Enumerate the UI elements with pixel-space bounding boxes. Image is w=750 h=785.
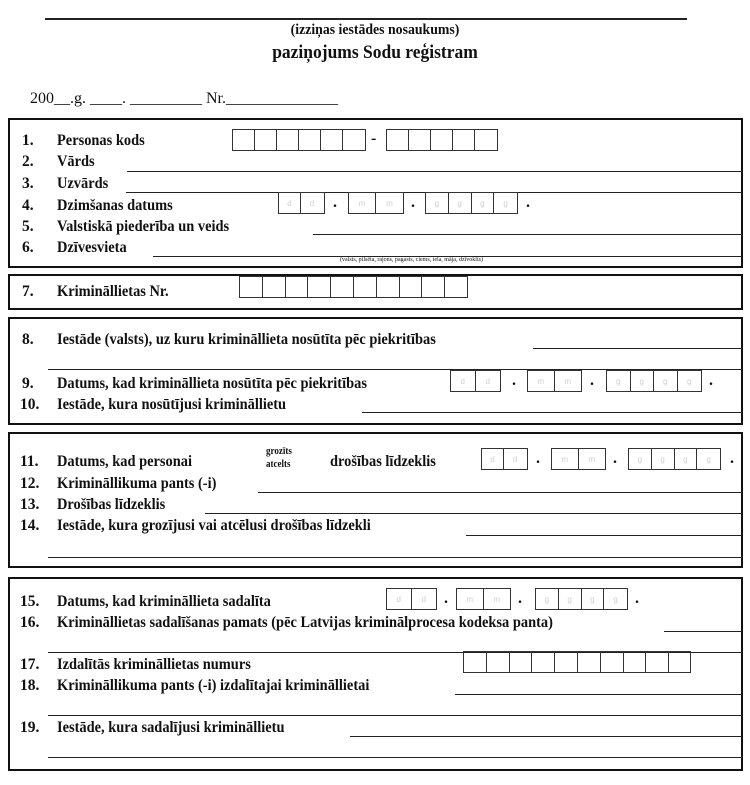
criminal-law-article-field[interactable] [258,492,742,493]
label-separated-case-article: Krimināllikuma pants (-i) izdalītajai krimināllietai [57,677,370,694]
split-day-field[interactable]: d d [386,588,437,610]
separated-case-article-field-line2[interactable] [48,715,742,716]
label-case-number: Krimināllietas Nr. [57,283,169,300]
date-separator: . [411,194,415,211]
date-separator: . [526,194,530,211]
birth-year-field[interactable]: g g g g [425,192,518,214]
date-separator: . [333,194,337,211]
date-separator: . [536,450,540,467]
date-separator: . [635,590,639,607]
label-criminal-law-article: Krimināllikuma pants (-i) [57,475,217,492]
date-separator: . [709,372,713,389]
item-number: 10. [20,396,40,413]
label-measure-date: Datums, kad personai [57,453,192,470]
measure-institution-field[interactable] [466,535,742,536]
date-separator: . [512,372,516,389]
security-measure-field[interactable] [205,513,742,514]
personal-code-part1[interactable] [232,129,366,151]
sending-institution-field[interactable] [362,412,742,413]
label-personal-code: Personas kods [57,132,145,149]
birth-month-field[interactable]: m m [348,192,404,214]
label-citizenship: Valstiskā piederība un veids [57,218,230,235]
item-number: 12. [20,475,40,492]
date-separator: . [730,450,734,467]
option-cancelled[interactable]: atcelts [266,459,291,470]
split-basis-field[interactable] [664,631,742,632]
separated-case-article-field[interactable] [455,694,742,695]
citizenship-field[interactable] [313,234,742,235]
label-birth-date: Dzimšanas datums [57,197,173,214]
split-month-field[interactable]: m m [456,588,511,610]
birth-day-field[interactable]: d d [278,192,325,214]
item-number: 7. [22,283,34,300]
case-number-field[interactable] [239,276,468,298]
transfer-day-field[interactable]: d d [450,370,501,392]
item-number: 15. [20,593,40,610]
page-title: paziņojums Sodu reģistram [272,42,478,63]
institution-caption: (izziņas iestādes nosaukums) [290,22,460,38]
transfer-month-field[interactable]: m m [527,370,582,392]
item-number: 8. [22,331,34,348]
item-number: 18. [20,677,40,694]
receiving-institution-field[interactable] [533,348,742,349]
date-separator: . [590,372,594,389]
date-separator: . [444,590,448,607]
label-separated-case-number: Izdalītās krimināllietas numurs [57,656,251,673]
date-number-line[interactable]: 200__.g. ____. _________ Nr.______________ [30,90,338,107]
label-split-date: Datums, kad krimināllieta sadalīta [57,593,271,610]
split-year-field[interactable]: g g g g [535,588,628,610]
item-number: 11. [20,453,39,470]
transfer-year-field[interactable]: g g g g [606,370,702,392]
measure-month-field[interactable]: m m [551,448,606,470]
item-number: 19. [20,719,40,736]
personal-code-part2[interactable] [386,129,498,151]
item-number: 3. [22,175,34,192]
residence-hint: (valsts, pilsēta, rajons, pagasts, ciems, iela, māja, dzīvoklis) [340,257,483,263]
label-receiving-institution: Iestāde (valsts), uz kuru krimināllieta nosūtīta pēc piekritības [57,331,436,348]
label-first-name: Vārds [57,153,95,170]
date-separator: . [613,450,617,467]
label-security-measure: Drošības līdzeklis [57,496,166,513]
item-number: 6. [22,239,34,256]
date-separator: . [518,590,522,607]
split-institution-field-line2[interactable] [48,757,742,758]
label-sending-institution: Iestāde, kura nosūtījusi krimināllietu [57,396,287,413]
separated-case-number-field[interactable] [463,651,691,673]
item-number: 9. [22,375,34,392]
measure-year-field[interactable]: g g g g [628,448,721,470]
measure-day-field[interactable]: d d [481,448,528,470]
item-number: 5. [22,218,34,235]
personal-code-separator: - [371,130,377,147]
item-number: 4. [22,197,34,214]
first-name-field[interactable] [127,171,742,172]
item-number: 13. [20,496,40,513]
measure-institution-field-line2[interactable] [48,557,742,558]
option-changed[interactable]: grozīts [266,446,292,457]
label-split-basis: Krimināllietas sadalīšanas pamats (pēc Latvijas kriminālprocesa kodeksa panta) [57,614,553,631]
label-transfer-date: Datums, kad krimināllieta nosūtīta pēc piekritības [57,375,367,392]
item-number: 16. [20,614,40,631]
label-residence: Dzīvesvieta [57,239,127,256]
item-number: 17. [20,656,40,673]
item-number: 14. [20,517,40,534]
label-last-name: Uzvārds [57,175,109,192]
item-number: 1. [22,132,34,149]
label-measure-institution: Iestāde, kura grozījusi vai atcēlusi drošības līdzekli [57,517,371,534]
label-security-measure-suffix: drošības līdzeklis [330,453,436,470]
institution-name-line[interactable] [45,18,687,20]
split-institution-field[interactable] [350,736,742,737]
item-number: 2. [22,153,34,170]
label-split-institution: Iestāde, kura sadalījusi krimināllietu [57,719,285,736]
